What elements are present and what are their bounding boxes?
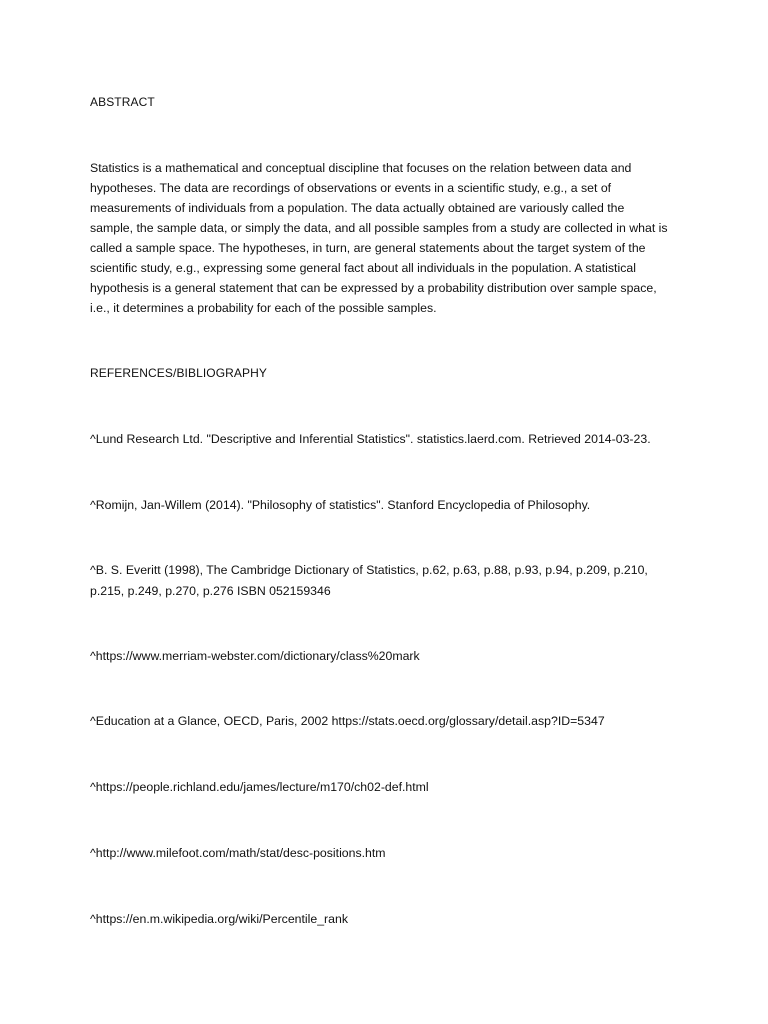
reference-item: ^https://www.merriam-webster.com/dictionary/class%20mark: [90, 649, 420, 663]
document-page: [90, 0, 690, 1024]
reference-item: ^B. S. Everitt (1998), The Cambridge Dictionary of Statistics, p.62, p.63, p.88, p.93, p.94, p.209, p.210, p.215, p.249, p.270, p.276 ISBN 052159346: [90, 563, 648, 598]
reference-item: ^http://www.milefoot.com/math/stat/desc-positions.htm: [90, 846, 386, 860]
abstract-heading: ABSTRACT: [90, 95, 155, 109]
reference-item: ^https://en.m.wikipedia.org/wiki/Percentile_rank: [90, 912, 348, 926]
reference-item: ^Lund Research Ltd. "Descriptive and Inferential Statistics". statistics.laerd.com. Retrieved 2014-03-23.: [90, 432, 651, 446]
reference-item: ^Romijn, Jan-Willem (2014). "Philosophy of statistics". Stanford Encyclopedia of Philosophy.: [90, 498, 591, 512]
reference-item: ^https://people.richland.edu/james/lecture/m170/ch02-def.html: [90, 780, 429, 794]
abstract-paragraph: Statistics is a mathematical and conceptual discipline that focuses on the relation between data and hypotheses. The data are recordings of observations or events in a scientific study, e.g., a set of measurements of individuals from a population. The data actually obtained are variously called the sample, the sample data, or simply the data, and all possible samples from a study are collected in what is called a sample space. The hypotheses, in turn, are general statements about the target system of the scientific study, e.g., expressing some general fact about all individuals in the population. A statistical hypothesis is a general statement that can be expressed by a probability distribution over sample space, i.e., it determines a probability for each of the possible samples.: [90, 161, 668, 315]
references-heading: REFERENCES/BIBLIOGRAPHY: [90, 366, 268, 380]
reference-item: ^Education at a Glance, OECD, Paris, 2002 https://stats.oecd.org/glossary/detail.asp?ID=5347: [90, 714, 605, 728]
